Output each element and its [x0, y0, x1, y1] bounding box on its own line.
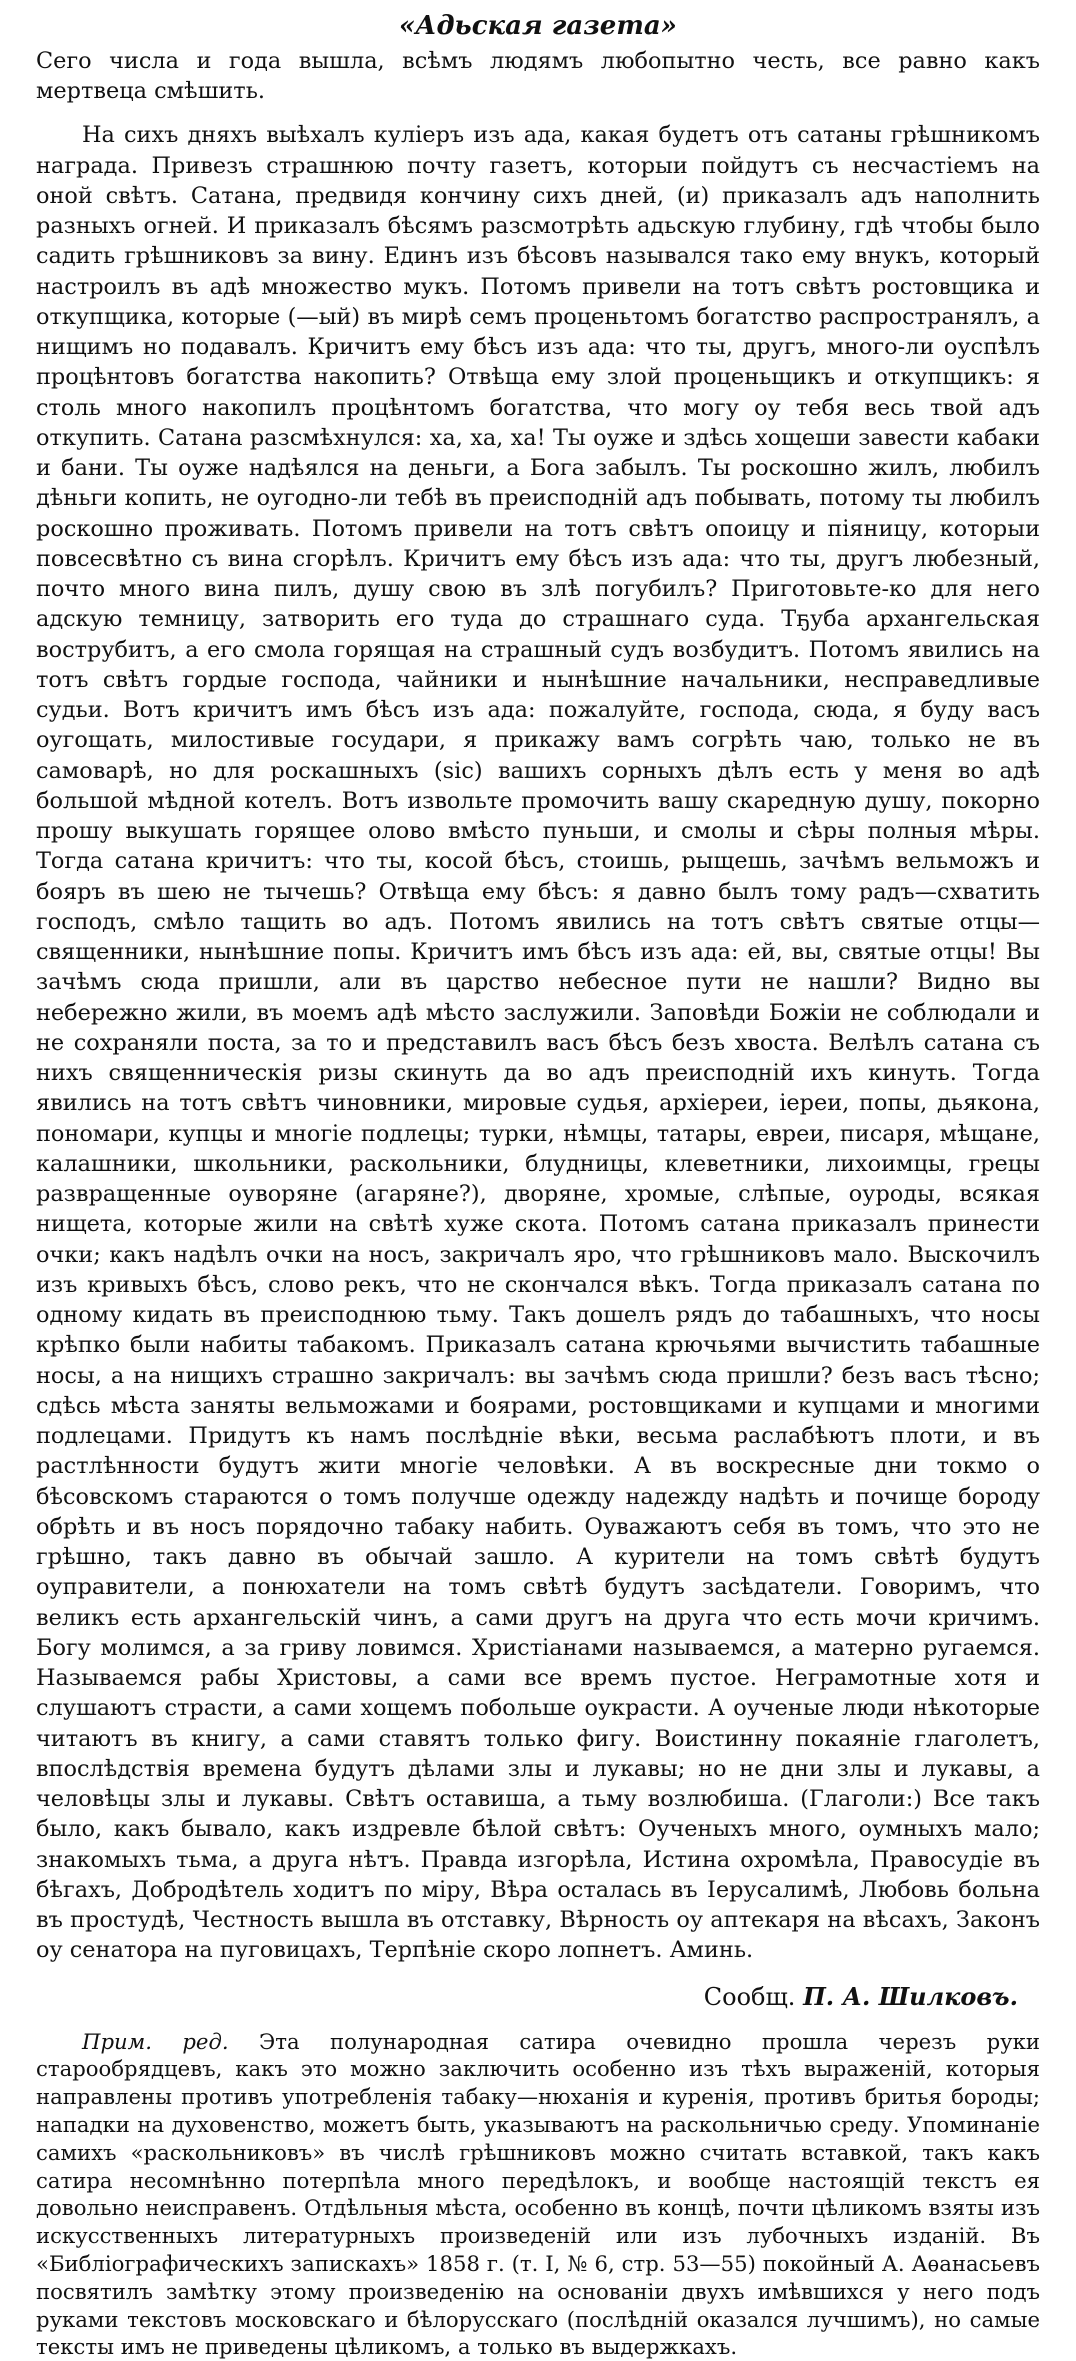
- editor-note: [36, 2028, 1040, 2361]
- intro-paragraph: Сего числа и года вышла, всѣмъ людямъ любопытно честь, все равно какъ мертвеца смѣшить.: [36, 48, 1040, 105]
- signature-line: [36, 1980, 1018, 2014]
- page-title: «Адьская газета»: [399, 11, 677, 41]
- editor-note-text: Эта полународная сатира очевидно прошла черезъ руки старообрядцевъ, какъ это можно заключить особенно изъ тѣхъ выраженiй, которыя направлены противъ употребленiя табаку—нюханiя и куренiя, противъ бритья бороды; нападки на духовенство, можетъ быть, указываютъ на раскольничью среду. Упоминанiе самихъ «раскольниковъ» въ числѣ грѣшниковъ можно считать вставкой, такъ какъ сатира несомнѣнно потерпѣла много передѣлокъ, и вообще настоящiй текстъ ея довольно неисправенъ. Отдѣльныя мѣста, особенно въ концѣ, почти цѣликомъ взяты изъ искусственныхъ литературныхъ произведенiй или изъ лубочныхъ изданiй. Въ «Библiографическихъ запискахъ» 1858 г. (т. I, № 6, стр. 53—55) покойный А. Аѳанасьевъ посвятилъ замѣтку этому произведенiю на основанiи двухъ имѣвшихся у него подъ руками текстовъ московскаго и бѣлорусскаго (послѣднiй оказался лучшимъ), но самые тексты имъ не приведены цѣликомъ, а только въ выдержкахъ.: [36, 2028, 1040, 2360]
- signature-name: П. А. Шилковъ.: [803, 1981, 1018, 2011]
- document-page: [36, 8, 1040, 2361]
- main-text-paragraph: На сихъ дняхъ выѣхалъ кулieръ изъ ада, какая будетъ отъ сатаны грѣшникомъ награда. Привезъ страшнюю почту газетъ, которыи пойдутъ съ несчастiемъ на оной свѣтъ. Сатана, предвидя кончину сихъ дней, (и) приказалъ адъ наполнить разныхъ огней. И приказалъ бѣсямъ разсмотрѣть адьскую глубину, гдѣ чтобы было садить грѣшниковъ за вину. Единъ изъ бѣсовъ назывался тако ему внукъ, который настроилъ въ адѣ множество мукъ. Потомъ привели на тотъ свѣтъ ростовщика и откупщика, которые (—ый) въ мирѣ семъ проценьтомъ богатство распространялъ, а нищимъ но подавалъ. Кричитъ ему бѣсъ изъ ада: что ты, другъ, много-ли оуспѣлъ процѣнтовъ богатства накопить? Отвѣща ему злой проценьщикъ и откупщикъ: я столь много накопилъ процѣнтомъ богатства, что могу оу тебя весь твой адъ откупить. Сатана разсмѣхнулся: ха, ха, ха! Ты оуже и здѣсь хощеши завести кабаки и бани. Ты оуже надѣялся на деньги, а Бога забылъ. Ты роскошно жилъ, любилъ дѣньги копить, не оугодно-ли тебѣ въ преисподнiй адъ побывать, потому ты любилъ роскошно проживать. Потомъ привели на тотъ свѣтъ опоицу и пiяницу, которыи повсесвѣтно съ вина сгорѣлъ. Кричитъ ему бѣсъ изъ ада: что ты, другъ любезный, почто много вина пилъ, душу свою въ злѣ погубилъ? Приготовьте-ко для него адскую темницу, затворить его туда до страшнаго суда. Тҕуба архангельская вострубитъ, а его смола горящая на страшный судъ возбудитъ. Потомъ явились на тотъ свѣтъ гордые господа, чайники и нынѣшние начальники, несправедливые судьи. Вотъ кричитъ имъ бѣсъ изъ ада: пожалуйте, господа, сюда, я буду васъ оугощать, милостивые государи, я прикажу вамъ согрѣть чаю, только не въ самоварѣ, но для роскашныхъ (sic) вашихъ сорныхъ дѣлъ есть у меня во адѣ большой мѣдной котелъ. Вотъ извольте промочить вашу скаредную душу, покорно прошу выкушать горящее олово вмѣсто пуньши, и смолы и сѣры полныя мѣры. Тогда сатана кричитъ: что ты, косой бѣсъ, стоишь, рыщешь, зачѣмъ вельможъ и бояръ въ шею не тычешь? Отвѣща ему бѣсъ: я давно былъ тому радъ—схватить господъ, смѣло тащить во адъ. Потомъ явились на тотъ свѣтъ святые отцы—священники, нынѣшние попы. Кричитъ имъ бѣсъ изъ ада: ей, вы, святые отцы! Вы зачѣмъ сюда пришли, али въ царство небесное пути не нашли? Видно вы небережно жили, въ моемъ адѣ мѣсто заслужили. Заповѣди Божiи не соблюдали и не сохраняли поста, за то и представилъ васъ бѣсъ безъ хвоста. Велѣлъ сатана съ нихъ священническiя ризы скинуть да во адъ преисподнiй ихъ кинуть. Тогда явились на тотъ свѣтъ чиновники, мировые судья, архiереи, iереи, попы, дьякона, пономари, купцы и многiе подлецы; турки, нѣмцы, татары, евреи, писаря, мѣщане, калашники, школьники, раскольники, блудницы, клеветники, лихоимцы, грецы развращенные оуворяне (агаряне?), дворяне, хромые, слѣпые, оуроды, всякая нищета, которые жили на свѣтѣ хуже скота. Потомъ сатана приказалъ принести очки; какъ надѣлъ очки на носъ, закричалъ яро, что грѣшниковъ мало. Выскочилъ изъ кривыхъ бѣсъ, слово рекъ, что не скончался вѣкъ. Тогда приказалъ сатана по одному кидать въ преисподнюю тьму. Такъ дошелъ рядъ до табашныхъ, что носы крѣпко были набиты табакомъ. Приказалъ сатана крючьями вычистить табашные носы, а на нищихъ страшно закричалъ: вы зачѣмъ сюда пришли? безъ васъ тѣсно; сдѣсь мѣста заняты вельможами и боярами, ростовщиками и купцами и многими подлецами. Придутъ къ намъ послѣднiе вѣки, весьма раслабѣютъ плоти, и въ растлѣнности будутъ жити многiе человѣки. А въ воскресные дни токмо о бѣсовскомъ стараются о томъ получше одежду надежду надѣть и почище бороду обрѣть и въ носъ порядочно табаку набить. Оуважаютъ себя въ томъ, что это не грѣшно, такъ давно въ обычай зашло. А курители на томъ свѣтѣ будутъ оуправители, а понюхатели на томъ свѣтѣ будутъ засѣдатели. Говоримъ, что великъ есть архангельскiй чинъ, а сами другъ на друга что есть мочи кричимъ. Богу молимся, а за гриву ловимся. Христiанами называемся, а матерно ругаемся. Называемся рабы Христовы, а сами все времъ пустое. Неграмотные хотя и слушаютъ страсти, а сами хощемъ побольше оукрасти. А оученые люди нѣкоторые читаютъ въ книгу, а сами ставятъ только фигу. Воистинну покаянiе глаголетъ, впослѣдствiя времена будутъ дѣлами злы и лукавы; но не дни злы и лукавы, а человѣцы злы и лукавы. Свѣтъ оставиша, а тьму возлюбиша. (Глаголи:) Все такъ было, какъ бывало, какъ издревле бѣлой свѣтъ: Оученыхъ много, оумныхъ мало; знакомыхъ тьма, а друга нѣтъ. Правда изгорѣла, Истина охромѣла, Правосудiе въ бѣгахъ, Добродѣтель ходитъ по мiру, Вѣра осталась въ Iерусалимѣ, Любовь больна въ простудѣ, Честность вышла въ отставку, Вѣрность оу аптекаря на вѣсахъ, Законъ оу сенатора на пуговицахъ, Терпѣнiе скоро лопнетъ. Аминь.: [36, 122, 1040, 1964]
- signature-prefix: Сообщ.: [703, 1982, 796, 2011]
- editor-note-label: Прим. ред.: [82, 2028, 229, 2054]
